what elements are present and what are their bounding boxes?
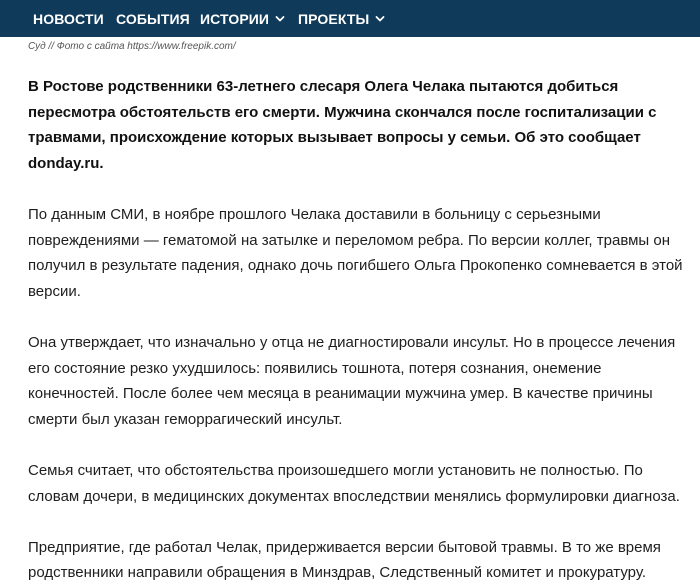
nav-item-events[interactable] [116,11,190,27]
nav-item-projects[interactable] [298,11,385,27]
nav-item-label: ПРОЕКТЫ [298,10,370,27]
article-lead: В Ростове родственники 63-летнего слесаря Олега Челака пытаются добиться пересмотра обстоятельств его смерти. Мужчина скончался после госпитализации с травмами, происхождение которых вызывает вопросы у семьи. Об это сообщает donday.ru. [28,78,657,172]
nav-item-news[interactable] [33,11,104,27]
article-paragraph: Она утверждает, что изначально у отца не диагностировали инсульт. Но в процессе лечения его состояние резко ухудшилось: появились тошнота, потеря сознания, онемение конечностей. После более чем месяца в реанимации мужчина умер. В качестве причины смерти был указан геморрагический инсульт. [28,333,676,428]
article-paragraph: Семья считает, что обстоятельства произошедшего могли установить не полностью. По словам дочери, в медицинских документах впоследствии менялись формулировки диагноза. [28,461,680,505]
nav-item-label: ИСТОРИИ [200,10,270,27]
article-paragraph: По данным СМИ, в ноябре прошлого Челака доставили в больницу с серьезными повреждениями — гематомой на затылке и переломом ребра. По версии коллег, травмы он получил в результате падения, однако дочь погибшего Ольга Прокопенко сомневается в этой версии. [28,205,683,300]
chevron-down-icon [275,14,285,24]
chevron-down-icon [375,14,385,24]
nav-item-label: СОБЫТИЯ [116,10,190,27]
nav-item-stories[interactable] [200,11,285,27]
article-paragraph: Предприятие, где работал Челак, придерживается версии бытовой травмы. В то же время родственники направили обращения в Минздрав, Следственный комитет и прокуратуру. [28,538,661,582]
image-caption: Суд // Фото с сайта https://www.freepik.com/ [28,41,236,52]
article-body [28,74,688,586]
top-navigation-bar [0,0,700,37]
nav-item-label: НОВОСТИ [33,10,104,27]
